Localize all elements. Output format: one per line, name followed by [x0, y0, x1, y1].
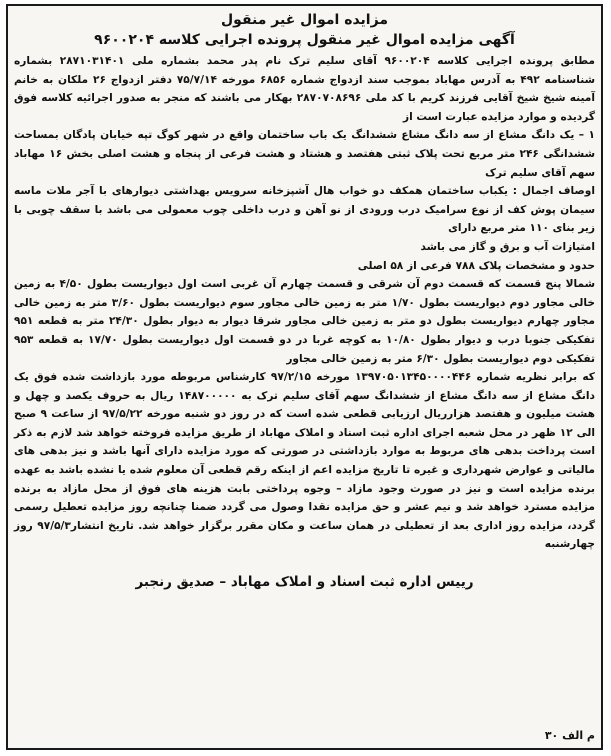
paragraph-description: اوصاف اجمال : یکباب ساختمان همکف دو خواب هال آشپزخانه سرویس بهداشتی دیوارهای با آجر ملات ماسه سیمان پوش کف از نوع سرامیک درب ورودی از نو آهن و درب داخلی چوب معمولی می باشد با سقف چوبی با زیر بنای ۱۱۰ متر مربع دارای [14, 185, 595, 235]
notice-body [14, 52, 595, 554]
notice-subtitle: آگهی مزایده اموال غیر منقول پرونده اجرایی کلاسه ۹۶۰۰۲۰۴ [94, 32, 515, 48]
paragraph-boundaries: شمالا پنج قسمت که قسمت دوم آن شرقی و قسمت چهارم آن غربی است اول دیواریست بطول ۴/۵۰ به زمین خالی مجاور دوم دیواریست بطول ۱/۷۰ متر به زمین خالی مجاور سوم دیواریست بطول ۳/۶۰ متر به زمین خالی مجاور چهارم دیواریست بطول دو متر به زمین خالی مجاور شرقا دیوار به دیوار بطول ۲۴/۳۰ متر به قطعه ۹۵۱ تفکیکی جنوبا درب و دیوار بطول ۱۰/۸۰ به کوچه غربا در دو قسمت اول دیواریست بطول ۱۷/۷۰ به قطعه ۹۵۳ تفکیکی دوم دیواریست بطول ۶/۳۰ متر به زمین خالی مجاور [14, 278, 596, 365]
notice-code: م الف ۳۰ [544, 729, 595, 742]
signature-line: رییس اداره ثبت اسناد و املاک مهاباد – صدیق رنجبر [135, 574, 474, 591]
notice-title: مزایده اموال غیر منقول [221, 12, 388, 28]
notice-frame [6, 4, 603, 750]
paragraph-boundaries-heading: حدود و مشخصات پلاک ۷۸۸ فرعی از ۵۸ اصلی [357, 259, 595, 272]
paragraph-auction-terms: که برابر نظریه شماره ۱۳۹۷۰۵۰۱۳۴۵۰۰۰۰۴۴۶ مورخه ۹۷/۲/۱۵ کارشناس مربوطه مورد بازداشت شده فوق یک دانگ مشاع از سه دانگ مشاع از ششدانگ سهم آقای سلیم ترک به ۱۴۸۷۰۰۰۰۰ ریال به حروف یکصد و چهل و هشت میلیون و هفتصد هزارریال ارزیابی قطعی شده است که در روز دو شنبه مورخه ۹۷/۵/۲۲ از ساعت ۹ صبح الی ۱۲ ظهر در محل شعبه اجرای اداره ثبت اسناد و املاک مهاباد از طریق مزایده فروخته خواهد شد لازم به ذکر است پرداخت بدهی های مربوط به موارد بازداشتی در صورتی که مورد مزایده دارای آنها باشد و نیز بدهی های مالیاتی و عوارض شهرداری و غیره تا تاریخ مزایده اعم از اینکه رقم قطعی آن معلوم شده یا نشده باشد به عهده برنده مزایده است و نیز در صورت وجود مازاد – وجوه پرداختی بابت هزینه های فوق از محل مازاد به برنده مزایده مسترد خواهد شد و نیم عشر و حق مزایده نقدا وصول می گردد ضمنا چنانچه روز مزایده تعطیل رسمی گردد، مزایده روز اداری بعد از تعطیلی در همان ساعت و مکان مقرر برگزار خواهد شد. تاریخ انتشار۹۷/۵/۳ روز چهارشنبه [14, 371, 595, 551]
paragraph-utilities: امتیازات آب و برق و گاز می باشد [420, 240, 595, 253]
paragraph-intro: مطابق پرونده اجرایی کلاسه ۹۶۰۰۲۰۴ آقای سلیم ترک نام پدر محمد بشماره ملی ۲۸۷۱۰۳۱۴۰۱ بشماره شناسنامه ۴۹۲ به آدرس مهاباد بموجب سند ازدواج شماره ۶۸۵۶ مورخه ۷۵/۷/۱۴ دفتر ازدواج ۲۶ ملکان به خانم آمینه شیخ شیخ آقایی فرزند کریم با کد ملی ۲۸۷۰۷۰۸۶۹۶ بهکار می باشند که منجر به صدور اجرائیه کلاسه فوق گردیده و موارد مزایده عبارت است از [14, 55, 595, 123]
paragraph-property-item: ۱ – یک دانگ مشاع از سه دانگ مشاع ششدانگ یک باب ساختمان واقع در شهر کوگ تپه خیابان پادگان بمساحت ششدانگی ۲۴۶ متر مربع تحت پلاک ثبتی هفتصد و هشتاد و هشت فرعی از پنجاه و هشت اصلی بخش ۱۶ مهاباد سهم آقای سلیم ترک [14, 129, 595, 179]
notice-content [14, 10, 595, 744]
